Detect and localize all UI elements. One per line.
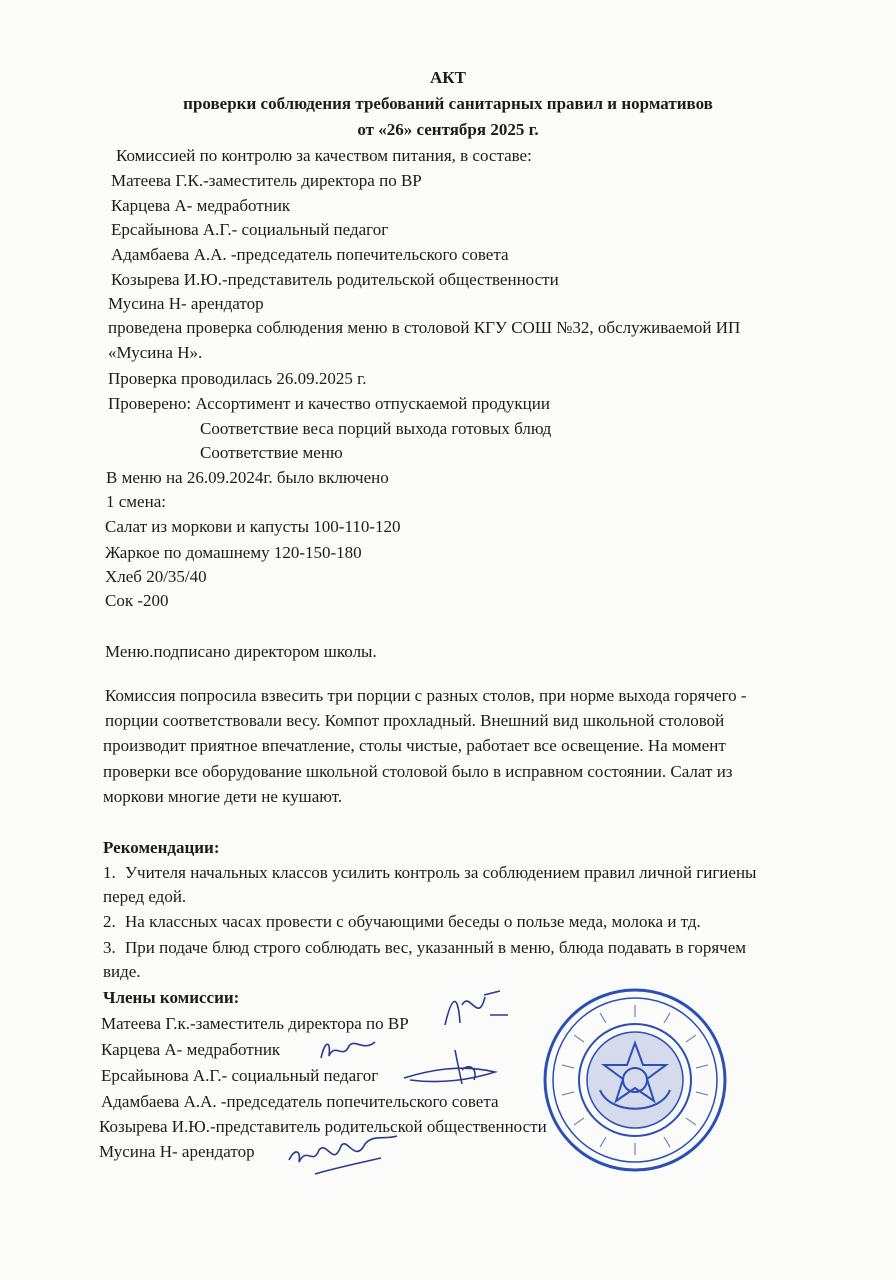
checked-item: Соответствие веса порций выхода готовых блюд <box>200 419 552 438</box>
signatory: Карцева А- медработник <box>101 1040 281 1059</box>
commission-member: Козырева И.Ю.-представитель родительской общественности <box>111 270 559 289</box>
commission-member: Адамбаева А.А. -председатель попечительского совета <box>111 245 509 264</box>
menu-item: Хлеб 20/35/40 <box>105 567 207 586</box>
act-date: от «26» сентября 2025 г. <box>357 120 539 139</box>
recommendation-number: 2. <box>103 912 116 931</box>
check-date: Проверка проводилась 26.09.2025 г. <box>108 369 367 388</box>
commission-member: Мусина Н- арендатор <box>108 294 264 313</box>
signatory: Ерсайынова А.Г.- социальный педагог <box>101 1066 379 1085</box>
commission-intro: Комиссией по контролю за качеством питания, в составе: <box>116 146 532 165</box>
check-line-1: проведена проверка соблюдения меню в столовой КГУ СОШ №32, обслуживаемой ИП <box>108 318 741 337</box>
official-stamp <box>540 985 730 1175</box>
signature-mateeva <box>440 985 510 1035</box>
findings-line: порции соответствовали весу. Компот прохладный. Внешний вид школьной столовой <box>105 711 725 730</box>
signatory: Адамбаева А.А. -председатель попечительского совета <box>101 1092 499 1111</box>
findings-line: Комиссия попросила взвесить три порции с разных столов, при норме выхода горячего - <box>105 686 747 705</box>
signatures-heading: Члены комиссии: <box>103 988 240 1007</box>
commission-member: Матеева Г.К.-заместитель директора по ВР <box>111 171 422 190</box>
recommendations-heading: Рекомендации: <box>103 838 220 857</box>
signatory: Мусина Н- арендатор <box>99 1142 255 1161</box>
menu-item: Салат из моркови и капусты 100-110-120 <box>105 517 401 536</box>
commission-member: Карцева А- медработник <box>111 196 291 215</box>
recommendation-text: Учителя начальных классов усилить контроль за соблюдением правил личной гигиены <box>125 863 757 882</box>
menu-intro: В меню на 26.09.2024г. было включено <box>106 468 389 487</box>
findings-line: проверки все оборудование школьной столовой было в исправном состоянии. Салат из <box>103 762 733 781</box>
menu-shift: 1 смена: <box>106 492 166 511</box>
commission-member: Ерсайынова А.Г.- социальный педагог <box>111 220 389 239</box>
recommendation-text-cont: виде. <box>103 962 141 981</box>
signature-ersaiynova <box>400 1040 500 1090</box>
signature-musina <box>285 1128 405 1183</box>
menu-item: Сок -200 <box>105 591 169 610</box>
act-subtitle: проверки соблюдения требований санитарных правил и нормативов <box>183 94 713 113</box>
signature-kartseva <box>315 1030 385 1070</box>
menu-signed: Меню.подписано директором школы. <box>105 642 377 661</box>
recommendation-text-cont: перед едой. <box>103 887 187 906</box>
recommendation-item <box>103 912 701 932</box>
recommendation-number: 3. <box>103 938 116 957</box>
recommendation-number: 1. <box>103 863 116 882</box>
findings-line: моркови многие дети не кушают. <box>103 787 343 806</box>
checked-item: Соответствие меню <box>200 443 343 462</box>
checked-item: Проверено: Ассортимент и качество отпускаемой продукции <box>108 394 550 413</box>
recommendation-text: На классных часах провести с обучающими беседы о пользе меда, молока и тд. <box>125 912 701 931</box>
recommendation-text: При подаче блюд строго соблюдать вес, указанный в меню, блюда подавать в горячем <box>125 938 747 957</box>
act-title: АКТ <box>430 68 466 87</box>
signatory: Матеева Г.к.-заместитель директора по ВР <box>101 1014 409 1033</box>
recommendation-item <box>103 863 756 883</box>
findings-line: производит приятное впечатление, столы чистые, работает все освещение. На момент <box>103 736 726 755</box>
check-line-2: «Мусина Н». <box>108 343 203 362</box>
signatory: Козырева И.Ю.-представитель родительской общественности <box>99 1117 547 1136</box>
recommendation-item <box>103 938 746 958</box>
menu-item: Жаркое по домашнему 120-150-180 <box>105 543 362 562</box>
